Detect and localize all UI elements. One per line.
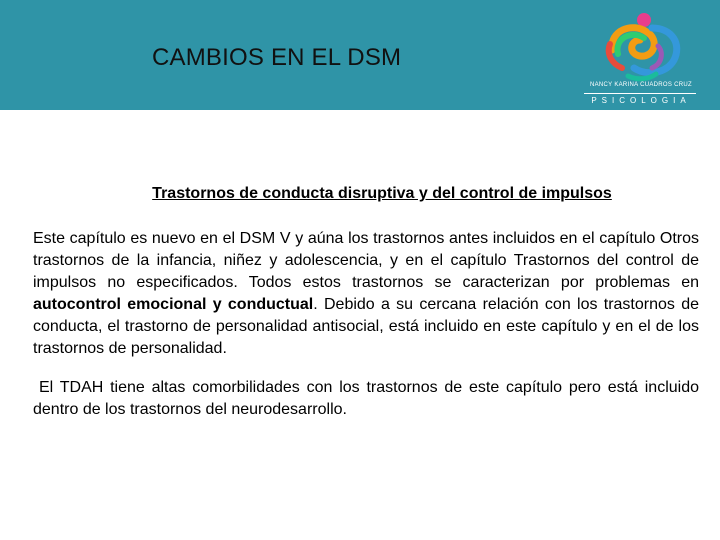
logo-subtitle: PSICOLOGIA	[591, 96, 691, 105]
section-heading: Trastornos de conducta disruptiva y del control de impulsos	[152, 185, 612, 202]
logo	[566, 4, 716, 110]
colorful-spiral-figure-icon	[592, 10, 690, 84]
paragraph-1	[33, 228, 699, 360]
paragraph-2: El TDAH tiene altas comorbilidades con los trastornos de este capítulo pero está incluido dentro de los trastornos del neurodesarrollo.	[33, 379, 699, 418]
logo-divider	[584, 93, 696, 94]
paragraph-1-text-b: . Debido a su cercana relación con los trastornos de conducta, el trastorno de personalidad antisocial, está incluido en este capítulo y en el de los trastornos de personalidad.	[33, 296, 699, 357]
logo-name: NANCY KARINA CUADROS CRUZ	[589, 82, 693, 88]
paragraph-1-bold: autocontrol emocional y conductual	[33, 296, 314, 313]
paragraph-1-text-a: Este capítulo es nuevo en el DSM V y aúna los trastornos antes incluidos en el capítulo Otros trastornos de la infancia, niñez y adolescencia, y en el capítulo Trastornos del control de impulsos no especificados. Todos estos trastornos se caracterizan por problemas en	[33, 230, 699, 291]
slide-title: CAMBIOS EN EL DSM	[152, 44, 402, 71]
